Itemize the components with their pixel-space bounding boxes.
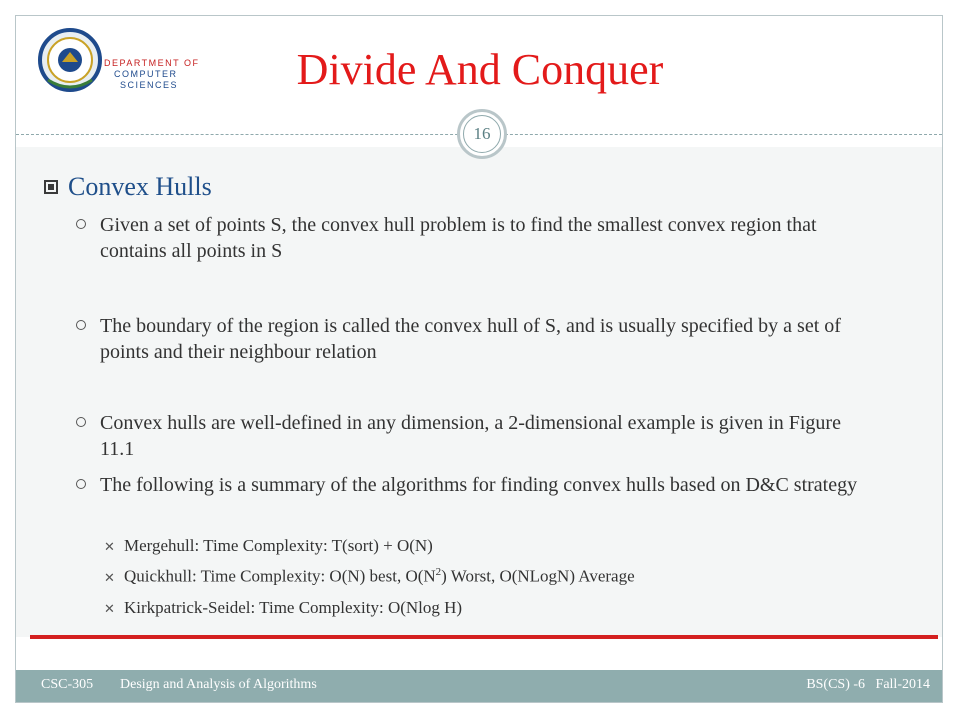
sub-bullet-item — [104, 566, 635, 587]
sub-bullet-text-pre: Quickhull: Time Complexity: O(N) best, O(N — [124, 566, 436, 586]
bullet-text: The following is a summary of the algorithms for finding convex hulls based on D&C strategy — [100, 474, 858, 496]
bullet-item — [76, 212, 880, 264]
cross-bullet-icon: ✕ — [104, 539, 115, 554]
page-number: 16 — [473, 124, 491, 143]
department-line-2: COMPUTER — [114, 69, 178, 79]
bullet-item — [76, 472, 880, 498]
slide-footer — [16, 670, 942, 702]
footer-course-code: CSC-305 — [41, 677, 94, 692]
circle-bullet-icon — [76, 219, 86, 229]
sub-bullet-item — [104, 598, 462, 618]
sub-bullet-text: Kirkpatrick-Seidel: Time Complexity: O(Nlog H) — [124, 598, 463, 617]
cross-bullet-icon: ✕ — [104, 569, 115, 585]
cross-bullet-icon: ✕ — [104, 601, 115, 616]
circle-bullet-icon — [76, 479, 86, 489]
department-line-1: DEPARTMENT OF — [104, 58, 200, 68]
footer-course-name: Design and Analysis of Algorithms — [120, 677, 317, 692]
circle-bullet-icon — [76, 417, 86, 427]
sub-bullet-text: Mergehull: Time Complexity: T(sort) + O(N) — [124, 536, 433, 555]
section-heading-text: Convex Hulls — [68, 172, 212, 201]
checkbox-bullet-icon — [44, 180, 58, 194]
bullet-text: Convex hulls are well-defined in any dimension, a 2-dimensional example is given in Figure 11.1 — [100, 412, 841, 460]
slide-title: Divide And Conquer — [296, 45, 664, 94]
sub-bullet-item — [104, 536, 433, 556]
circle-bullet-icon — [76, 320, 86, 330]
page-number-badge — [457, 109, 507, 159]
bullet-item — [76, 410, 880, 462]
bullet-text: Given a set of points S, the convex hull problem is to find the smallest convex region that contains all points in S — [100, 214, 817, 262]
department-line-3: SCIENCES — [120, 80, 179, 90]
bullet-text: The boundary of the region is called the convex hull of S, and is usually specified by a set of points and their neighbour relation — [100, 315, 841, 363]
sub-bullet-text-post: ) Worst, O(NLogN) Average — [441, 566, 635, 586]
footer-program-term: BS(CS) -6 Fall-2014 — [806, 677, 930, 692]
section-heading — [44, 172, 212, 202]
accent-divider — [30, 635, 938, 639]
sub-bullet-superscript: 2 — [435, 566, 442, 578]
bullet-item — [76, 313, 880, 365]
